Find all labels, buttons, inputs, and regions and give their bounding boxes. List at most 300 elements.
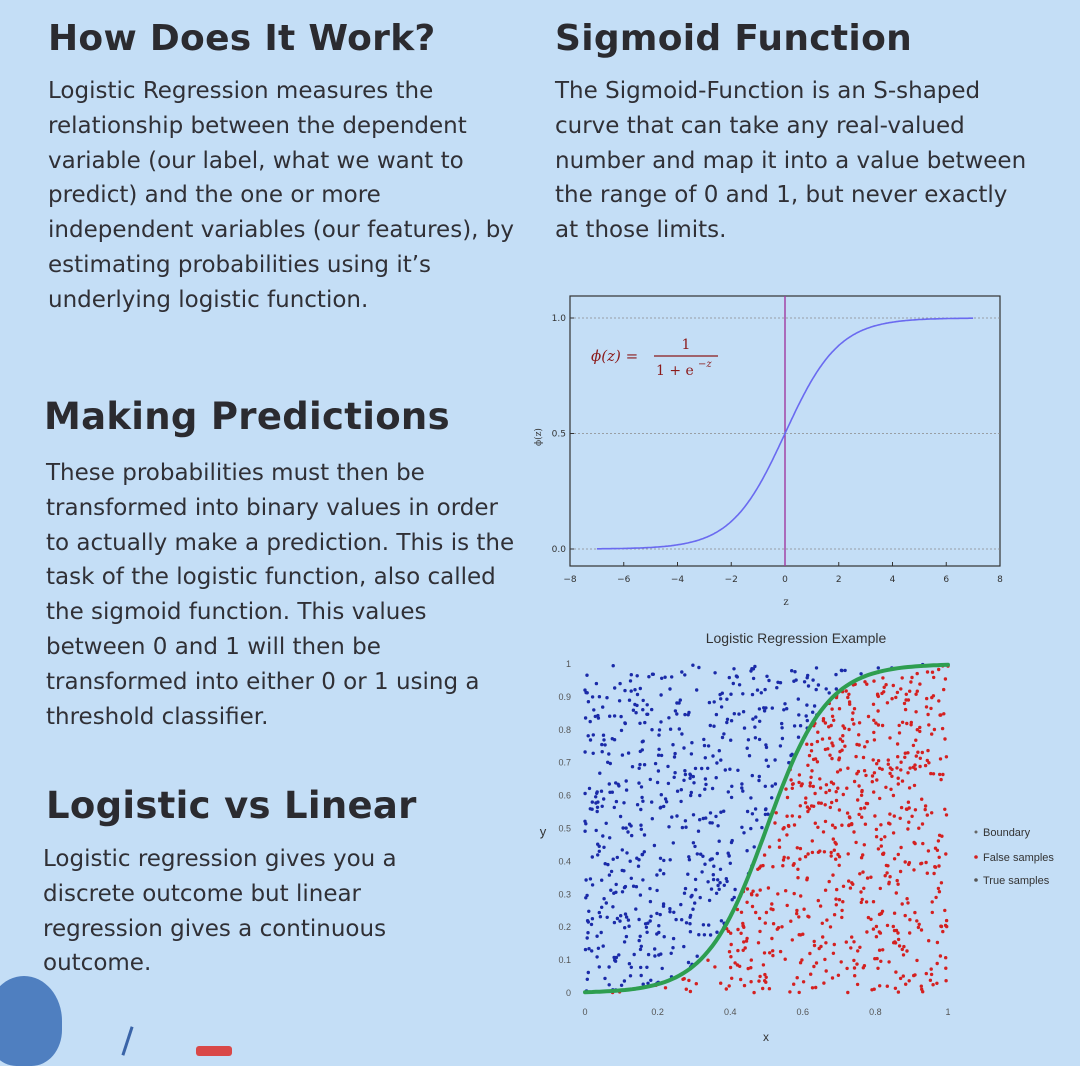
false-sample-point [899,761,902,764]
true-sample-point [692,781,695,784]
false-sample-point [849,946,852,949]
false-sample-point [886,924,889,927]
true-sample-point [659,720,662,723]
true-sample-point [682,945,685,948]
false-sample-point [905,897,908,900]
false-sample-point [852,959,855,962]
true-sample-point [627,918,630,921]
false-sample-point [896,931,899,934]
true-sample-point [682,746,685,749]
true-sample-point [598,911,601,914]
true-sample-point [684,819,687,822]
false-sample-point [943,909,946,912]
false-sample-point [838,750,841,753]
true-sample-point [640,796,643,799]
false-sample-point [828,880,831,883]
true-sample-point [646,703,649,706]
true-sample-point [657,733,660,736]
false-sample-point [893,929,896,932]
true-sample-point [688,777,691,780]
true-sample-point [600,790,603,793]
true-sample-point [692,841,695,844]
false-sample-point [889,766,892,769]
false-sample-point [830,854,833,857]
false-sample-point [812,758,815,761]
true-sample-point [645,931,648,934]
true-sample-point [723,884,726,887]
lr-y-axis-label: y [539,824,547,839]
false-sample-point [945,755,948,758]
false-sample-point [871,774,874,777]
false-sample-point [931,911,934,914]
true-sample-point [660,793,663,796]
false-sample-point [926,872,929,875]
false-sample-point [873,738,876,741]
false-sample-point [809,781,812,784]
false-sample-point [816,740,819,743]
false-sample-point [816,760,819,763]
false-sample-point [792,983,795,986]
true-sample-point [623,940,626,943]
true-sample-point [663,935,666,938]
false-sample-point [857,770,860,773]
false-sample-point [813,792,816,795]
false-sample-point [926,713,929,716]
true-sample-point [758,775,761,778]
false-sample-point [927,939,930,942]
false-sample-point [872,927,875,930]
true-sample-point [720,919,723,922]
true-sample-point [715,761,718,764]
true-sample-point [625,935,628,938]
true-sample-point [715,931,718,934]
false-sample-point [931,900,934,903]
false-sample-point [888,812,891,815]
true-sample-point [762,706,765,709]
true-sample-point [682,779,685,782]
false-sample-point [934,896,937,899]
true-sample-point [645,713,648,716]
false-sample-point [836,770,839,773]
false-sample-point [811,839,814,842]
false-sample-point [914,739,917,742]
true-sample-point [651,673,654,676]
true-sample-point [709,933,712,936]
false-sample-point [784,787,787,790]
false-sample-point [852,940,855,943]
false-sample-point [906,901,909,904]
true-sample-point [674,918,677,921]
true-sample-point [716,878,719,881]
true-sample-point [598,850,601,853]
false-sample-point [778,846,781,849]
true-sample-point [670,815,673,818]
true-sample-point [683,892,686,895]
false-sample-point [813,944,816,947]
true-sample-point [701,855,704,858]
false-sample-point [851,718,854,721]
false-sample-point [881,768,884,771]
true-sample-point [722,810,725,813]
true-sample-point [707,744,710,747]
true-sample-point [585,674,588,677]
true-sample-point [613,714,616,717]
false-sample-point [862,887,865,890]
true-sample-point [811,711,814,714]
true-sample-point [666,765,669,768]
true-sample-point [696,955,699,958]
true-sample-point [673,776,676,779]
true-sample-point [740,782,743,785]
true-sample-point [699,896,702,899]
false-sample-point [780,925,783,928]
true-sample-point [623,926,626,929]
true-sample-point [716,824,719,827]
true-sample-point [589,877,592,880]
false-sample-point [873,771,876,774]
true-sample-point [618,699,621,702]
true-sample-point [806,676,809,679]
false-sample-point [824,941,827,944]
true-sample-point [639,948,642,951]
lr-y-ticks [558,659,571,998]
true-sample-point [683,673,686,676]
true-sample-point [629,860,632,863]
true-sample-point [754,715,757,718]
true-sample-point [765,675,768,678]
false-sample-point [865,930,868,933]
true-sample-point [728,676,731,679]
false-sample-point [903,756,906,759]
true-sample-point [612,892,615,895]
true-sample-point [630,673,633,676]
false-sample-point [791,783,794,786]
false-sample-point [910,815,913,818]
false-sample-point [944,956,947,959]
false-sample-point [829,925,832,928]
false-sample-point [788,990,791,993]
false-sample-point [881,948,884,951]
true-sample-point [633,688,636,691]
false-sample-point [834,897,837,900]
false-sample-point [796,868,799,871]
false-sample-point [751,905,754,908]
true-sample-point [650,708,653,711]
false-sample-point [817,851,820,854]
false-sample-point [912,744,915,747]
false-sample-point [808,784,811,787]
false-sample-point [841,734,844,737]
false-sample-point [745,901,748,904]
false-sample-point [885,871,888,874]
true-sample-point [675,814,678,817]
false-sample-point [728,984,731,987]
true-sample-point [704,777,707,780]
true-sample-point [611,905,614,908]
false-sample-point [834,858,837,861]
false-sample-point [729,966,732,969]
false-sample-point [821,935,824,938]
true-sample-point [715,776,718,779]
false-sample-point [926,813,929,816]
false-sample-point [875,925,878,928]
false-sample-point [892,925,895,928]
true-sample-point [616,917,619,920]
true-sample-point [601,705,604,708]
true-sample-point [673,752,676,755]
true-sample-point [783,702,786,705]
true-sample-point [628,962,631,965]
false-sample-point [846,767,849,770]
true-sample-point [767,765,770,768]
false-sample-point [939,954,942,957]
false-sample-point [944,979,947,982]
true-sample-point [629,974,632,977]
false-sample-point [785,815,788,818]
true-sample-point [843,669,846,672]
false-sample-point [875,778,878,781]
false-sample-point [757,979,760,982]
true-sample-point [587,910,590,913]
false-sample-point [933,865,936,868]
false-sample-point [833,943,836,946]
false-sample-point [901,902,904,905]
false-sample-point [810,749,813,752]
false-sample-point [886,701,889,704]
true-sample-point [653,954,656,957]
false-sample-point [929,707,932,710]
true-sample-point [672,841,675,844]
false-sample-point [880,692,883,695]
false-sample-point [906,827,909,830]
true-sample-point [720,705,723,708]
false-sample-point [932,772,935,775]
false-sample-point [768,845,771,848]
true-sample-point [781,737,784,740]
false-sample-point [843,745,846,748]
true-sample-point [817,683,820,686]
false-sample-point [695,982,698,985]
false-sample-point [917,827,920,830]
lr-y-tick-label: 0.5 [558,823,571,834]
true-sample-point [632,709,635,712]
false-sample-point [903,702,906,705]
true-sample-point [586,691,589,694]
true-sample-point [751,774,754,777]
true-sample-point [613,738,616,741]
false-sample-point [867,916,870,919]
true-sample-point [675,712,678,715]
false-sample-point [884,874,887,877]
true-sample-point [680,670,683,673]
true-sample-point [657,769,660,772]
false-sample-point [938,713,941,716]
true-sample-point [617,953,620,956]
true-sample-point [595,955,598,958]
true-sample-point [635,857,638,860]
true-sample-point [638,767,641,770]
false-sample-point [798,858,801,861]
false-sample-point [847,728,850,731]
false-sample-point [927,849,930,852]
true-sample-point [610,870,613,873]
true-sample-point [689,930,692,933]
true-sample-point [815,688,818,691]
false-sample-point [816,826,819,829]
lr-chart-title: Logistic Regression Example [705,630,887,646]
true-sample-point [627,751,630,754]
true-sample-point [595,829,598,832]
legend-marker-false-samples [974,855,978,859]
false-sample-point [878,797,881,800]
true-sample-point [678,727,681,730]
true-sample-point [691,664,694,667]
false-sample-point [846,696,849,699]
false-sample-point [830,851,833,854]
true-sample-point [590,808,593,811]
true-sample-point [621,890,624,893]
false-sample-point [865,900,868,903]
false-sample-point [901,779,904,782]
false-sample-point [892,831,895,834]
false-sample-point [855,743,858,746]
false-sample-point [853,974,856,977]
false-sample-point [789,920,792,923]
false-sample-point [811,986,814,989]
true-sample-point [586,936,589,939]
false-sample-point [938,773,941,776]
sigmoid-y-axis-label: ϕ(z) [534,428,544,446]
false-sample-point [841,740,844,743]
false-sample-point [751,890,754,893]
true-sample-point [726,718,729,721]
true-sample-point [642,699,645,702]
sigmoid-x-tick-label: 0 [782,575,788,585]
true-sample-point [639,750,642,753]
false-sample-point [937,887,940,890]
false-sample-point [873,814,876,817]
false-sample-point [786,904,789,907]
false-sample-point [836,787,839,790]
false-sample-point [831,824,834,827]
false-sample-point [876,709,879,712]
true-sample-point [763,688,766,691]
false-sample-point [683,977,686,980]
false-sample-point [831,976,834,979]
false-sample-point [807,915,810,918]
false-sample-point [838,707,841,710]
false-sample-point [764,921,767,924]
true-sample-point [600,931,603,934]
true-sample-point [619,914,622,917]
true-sample-point [637,918,640,921]
true-sample-point [647,953,650,956]
false-sample-point [806,805,809,808]
true-sample-point [743,726,746,729]
true-sample-point [641,800,644,803]
false-sample-point [749,980,752,983]
false-sample-point [877,847,880,850]
true-sample-point [597,947,600,950]
sigmoid-y-tick-label: 1.0 [551,314,566,324]
true-sample-point [704,783,707,786]
true-sample-point [657,931,660,934]
false-sample-point [822,830,825,833]
false-sample-point [872,758,875,761]
true-sample-point [639,808,642,811]
true-sample-point [815,666,818,669]
true-sample-point [625,915,628,918]
false-sample-point [861,870,864,873]
false-sample-point [897,990,900,993]
true-sample-point [691,908,694,911]
false-sample-point [798,773,801,776]
true-sample-point [711,787,714,790]
true-sample-point [583,830,586,833]
false-sample-point [888,875,891,878]
false-sample-point [887,960,890,963]
true-sample-point [752,677,755,680]
false-sample-point [832,952,835,955]
false-sample-point [898,724,901,727]
false-sample-point [831,715,834,718]
false-sample-point [930,973,933,976]
false-sample-point [940,925,943,928]
false-sample-point [894,696,897,699]
false-sample-point [866,740,869,743]
false-sample-point [811,851,814,854]
true-sample-point [751,717,754,720]
false-sample-point [802,980,805,983]
false-sample-point [770,902,773,905]
false-sample-point [881,910,884,913]
false-sample-point [875,762,878,765]
false-sample-point [821,922,824,925]
true-sample-point [767,679,770,682]
true-sample-point [813,704,816,707]
true-sample-point [633,953,636,956]
false-sample-point [848,815,851,818]
false-sample-point [896,742,899,745]
true-sample-point [587,920,590,923]
true-sample-point [702,738,705,741]
formula-denominator: 1 + e [656,363,694,379]
true-sample-point [799,724,802,727]
false-sample-point [833,841,836,844]
false-sample-point [934,847,937,850]
false-sample-point [872,703,875,706]
false-sample-point [838,855,841,858]
true-sample-point [648,887,651,890]
true-sample-point [687,711,690,714]
true-sample-point [591,855,594,858]
true-sample-point [645,966,648,969]
sigmoid-x-tick-label: −4 [670,575,685,585]
false-sample-point [736,963,739,966]
false-sample-point [896,691,899,694]
true-sample-point [661,967,664,970]
legend-label-false-samples: False samples [983,852,1054,864]
true-sample-point [670,952,673,955]
false-sample-point [797,781,800,784]
true-sample-point [629,679,632,682]
false-sample-point [875,935,878,938]
true-sample-point [753,725,756,728]
false-sample-point [787,856,790,859]
false-sample-point [762,963,765,966]
lr-x-tick-label: 0 [582,1007,588,1017]
true-sample-point [676,790,679,793]
